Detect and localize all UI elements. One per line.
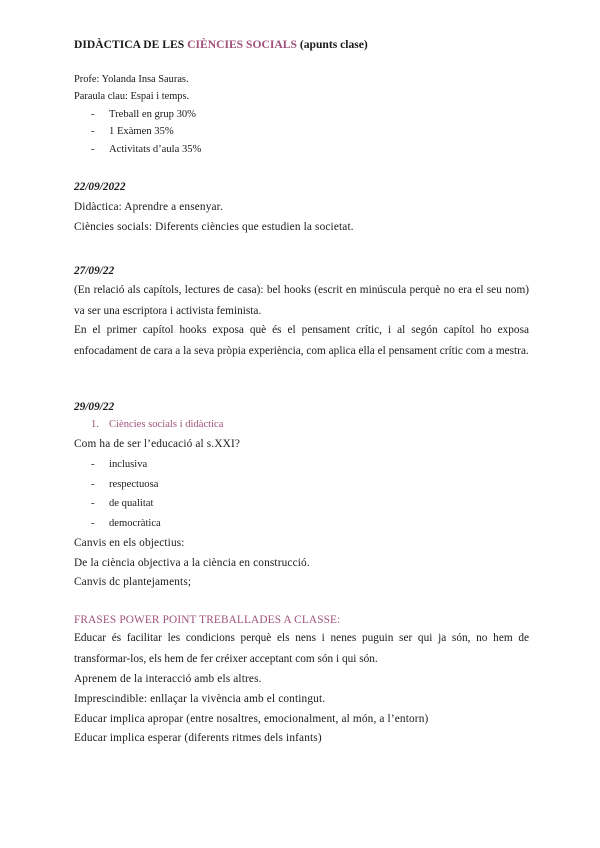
frase-line: Aprenem de la interacció amb els altres. <box>74 673 262 685</box>
session-paragraph: (En relació als capítols, lectures de casa): bel hooks (escrit en minúscula perquè no era el seu nom) va ser una escriptora i activista feminista. <box>74 284 529 317</box>
session-line: Didàctica: Aprendre a ensenyar. <box>74 201 223 213</box>
session-line: Canvis en els objectius: <box>74 537 185 549</box>
dash: - <box>91 126 95 137</box>
frase-line: Imprescindible: enllaçar la vivència amb el contingut. <box>74 693 326 705</box>
keyword-line: Paraula clau: Espai i temps. <box>74 91 190 102</box>
dash: - <box>91 518 95 529</box>
session-line: Ciències socials: Diferents ciències que estudien la societat. <box>74 221 354 233</box>
grading-item-text: Activitats d’aula 35% <box>109 144 202 155</box>
frase-line: Educar implica esperar (diferents ritmes dels infants) <box>74 732 322 744</box>
session-line: De la ciència objectiva a la ciència en construcció. <box>74 557 310 569</box>
profe-line: Profe: Yolanda Insa Sauras. <box>74 74 189 85</box>
document-title <box>74 38 368 52</box>
frases-paragraph: Educar és facilitar les condicions perquè els nens i nenes puguin ser qui ja són, no hem de transformar-los, els hem de fer créixer acceptant com són i qui són. <box>74 632 529 665</box>
session-date: 22/09/2022 <box>74 181 126 193</box>
frase-line: Educar implica apropar (entre nosaltres, emocionalment, al món, a l’entorn) <box>74 713 429 725</box>
session-date: 27/09/22 <box>74 265 115 277</box>
dash: - <box>91 498 95 509</box>
grading-item-text: 1 Exàmen 35% <box>109 126 174 137</box>
item-number: 1. <box>91 419 99 430</box>
list-item-text: inclusiva <box>109 459 148 470</box>
dash: - <box>91 144 95 155</box>
section-heading: FRASES POWER POINT TREBALLADES A CLASSE: <box>74 614 341 626</box>
question-line: Com ha de ser l’educació al s.XXI? <box>74 438 241 450</box>
list-item-text: respectuosa <box>109 479 159 490</box>
list-item-text: de qualitat <box>109 498 154 509</box>
dash: - <box>91 459 95 470</box>
dash: - <box>91 109 95 120</box>
session-paragraph: En el primer capítol hooks exposa què és el pensament crític, i al segón capítol ho exposa enfocadament de cara a la seva pròpia experiència, com aplica ella el pensament crític com a mestra. <box>74 324 529 357</box>
list-item-text: democràtica <box>109 518 161 529</box>
grading-item-text: Treball en grup 30% <box>109 109 196 120</box>
title-accent: CIÈNCIES SOCIALS <box>187 38 297 51</box>
session-line: Canvis dc plantejaments; <box>74 576 192 588</box>
title-prefix: DIDÀCTICA DE LES <box>74 38 188 51</box>
dash: - <box>91 479 95 490</box>
item-text: Ciències socials i didàctica <box>109 419 224 430</box>
title-suffix: (apunts clase) <box>296 38 368 51</box>
session-date: 29/09/22 <box>74 401 115 413</box>
